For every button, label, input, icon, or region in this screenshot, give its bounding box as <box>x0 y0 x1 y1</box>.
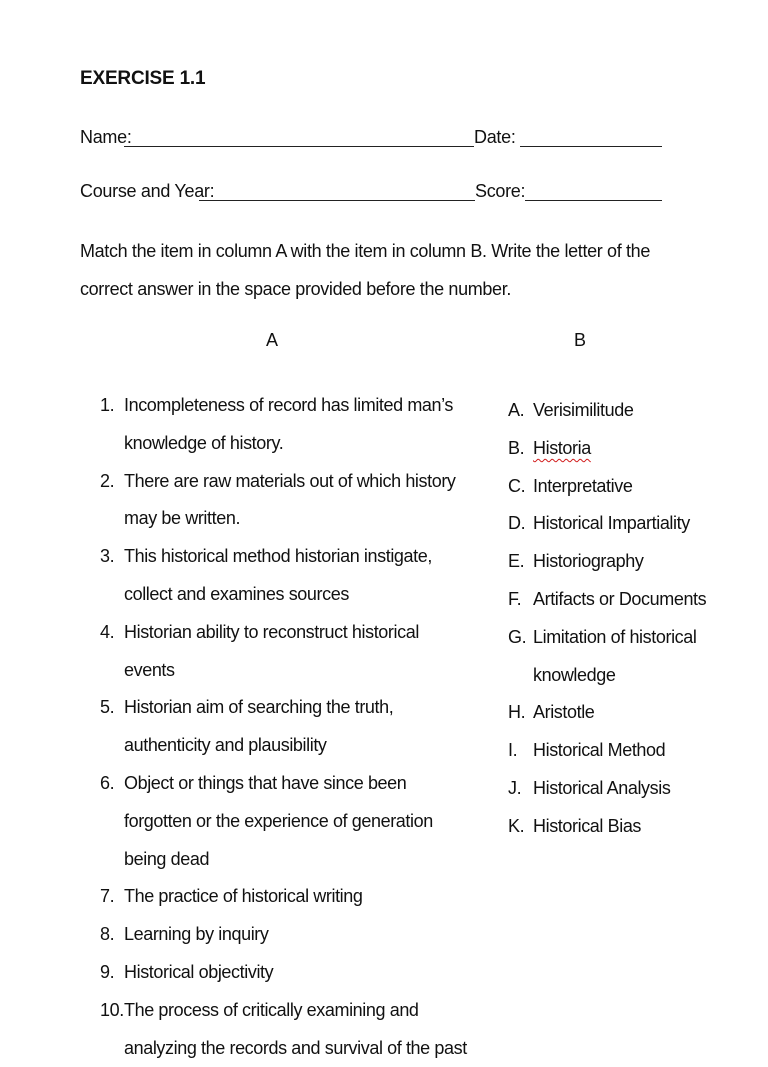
answer-item <box>508 581 738 619</box>
course-score-row <box>80 180 680 206</box>
date-label: Date: <box>474 127 516 147</box>
answer-letter: A. <box>508 400 525 420</box>
question-number: 2. <box>100 470 115 491</box>
question-number: 6. <box>100 772 115 793</box>
answer-letter: I. <box>508 740 518 761</box>
question-text: The practice of historical writing <box>124 886 363 907</box>
answer-text: Historical Analysis <box>533 777 671 798</box>
answer-letter: H. <box>508 702 526 723</box>
answer-letter: G. <box>508 626 527 647</box>
answer-item <box>508 430 738 468</box>
answer-letter: C. <box>508 475 526 496</box>
column-a-heading: A <box>266 330 279 350</box>
question-item <box>100 878 470 916</box>
question-text: The process of critically examining and analyzing the records and survival of the past <box>124 999 467 1058</box>
score-label: Score: <box>475 181 526 201</box>
course-year-blank-line[interactable] <box>199 200 475 201</box>
answer-letter: E. <box>508 551 525 572</box>
question-item <box>100 614 470 690</box>
answer-text: Interpretative <box>533 475 633 496</box>
question-number: 1. <box>100 395 115 415</box>
name-date-row <box>80 126 680 152</box>
score-blank-line[interactable] <box>525 200 662 201</box>
question-number: 3. <box>100 546 115 567</box>
question-item <box>100 538 470 614</box>
question-item <box>100 689 470 765</box>
exercise-title: EXERCISE 1.1 <box>80 68 206 89</box>
answer-text: Historical Impartiality <box>533 513 690 534</box>
answer-item <box>508 732 738 770</box>
answer-text: Artifacts or Documents <box>533 588 707 609</box>
course-year-label: Course and Year: <box>80 181 215 201</box>
question-text: Historian ability to reconstruct historical events <box>124 621 419 680</box>
question-number: 7. <box>100 886 115 907</box>
name-label: Name: <box>80 127 132 147</box>
answer-letter: K. <box>508 815 525 836</box>
question-number: 9. <box>100 961 115 982</box>
answer-text: Historical Bias <box>533 815 642 836</box>
question-item <box>100 463 470 539</box>
question-text: Learning by inquiry <box>124 924 269 945</box>
question-item <box>100 992 470 1067</box>
question-number: 8. <box>100 924 115 945</box>
question-item <box>100 954 470 992</box>
answer-text: Historiography <box>533 551 644 572</box>
answer-text: Verisimilitude <box>533 400 634 420</box>
question-text: This historical method historian instigate, collect and examines sources <box>124 546 432 604</box>
column-b-heading: B <box>574 330 587 350</box>
question-item <box>100 765 470 878</box>
question-number: 4. <box>100 621 115 642</box>
answer-item <box>508 505 738 543</box>
question-text: Historical objectivity <box>124 961 274 982</box>
question-item <box>100 387 470 463</box>
date-blank-line[interactable] <box>520 146 662 147</box>
answer-text: Limitation of historical knowledge <box>533 626 697 685</box>
answer-text: Aristotle <box>533 702 595 723</box>
column-b-list <box>508 392 738 846</box>
answer-item <box>508 619 708 695</box>
question-item <box>100 916 470 954</box>
question-text: There are raw materials out of which history may be written. <box>124 470 456 529</box>
answer-text: Historical Method <box>533 740 666 761</box>
answer-letter: B. <box>508 437 525 458</box>
question-number: 5. <box>100 697 115 718</box>
question-text: Historian aim of searching the truth, authenticity and plausibility <box>124 697 394 756</box>
answer-letter: J. <box>508 777 522 798</box>
name-blank-line[interactable] <box>124 146 474 147</box>
question-number: 10. <box>100 999 124 1020</box>
answer-letter: D. <box>508 513 526 534</box>
answer-letter: F. <box>508 588 522 609</box>
answer-text <box>533 430 738 468</box>
question-text: Incompleteness of record has limited man’s knowledge of history. <box>124 395 454 453</box>
answer-item <box>508 468 738 506</box>
question-text: Object or things that have since been forgotten or the experience of generation being dead <box>124 772 433 869</box>
instructions-text: Match the item in column A with the item in column B. Write the letter of the correct answer in the space provided before the number. <box>80 241 650 299</box>
answer-item <box>508 770 738 808</box>
answer-item <box>508 392 738 430</box>
spellcheck-underlined-word: Historia <box>533 437 591 458</box>
answer-item <box>508 694 738 732</box>
answer-item <box>508 808 738 846</box>
answer-item <box>508 543 738 581</box>
column-a-list <box>100 387 470 1067</box>
